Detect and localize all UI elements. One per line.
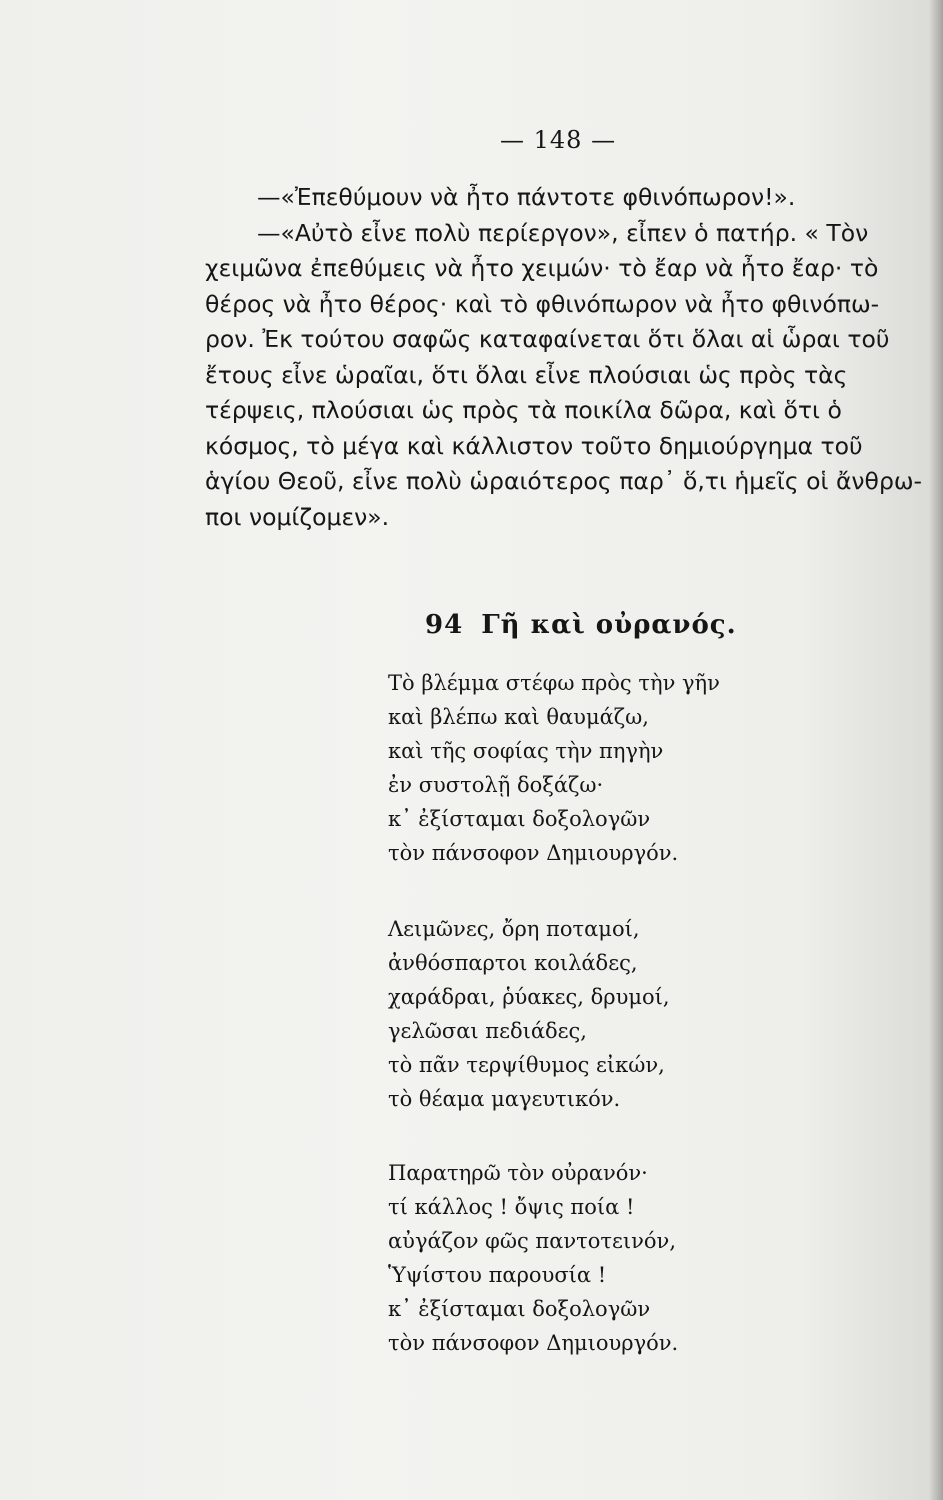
verse-line: χαράδραι, ῥύακες, δρυμοί,: [388, 985, 670, 1009]
verse-line: τὸ πᾶν τερψίθυμος εἰκών,: [388, 1053, 665, 1077]
verse-line: κ᾽ ἐξίσταμαι δοξολογῶν: [388, 1297, 651, 1321]
verse-line: αὐγάζον φῶς παντοτεινόν,: [388, 1229, 677, 1253]
prose-line: θέρος νὰ ἦτο θέρος· καὶ τὸ φθινόπωρον νὰ ἦτο φθινόπω-: [205, 289, 880, 318]
verse-line: καὶ βλέπω καὶ θαυμάζω,: [388, 705, 649, 729]
verse-line: γελῶσαι πεδιάδες,: [388, 1019, 587, 1043]
prose-paragraph: [205, 180, 943, 535]
poem-stanza: [388, 912, 908, 1116]
prose-line: ἁγίου Θεοῦ, εἶνε πολὺ ὡραιότερος παρ᾽ ὅ,τι ἡμεῖς οἱ ἄνθρω-: [205, 467, 923, 495]
prose-line: ἔτους εἶνε ὡραῖαι, ὅτι ὅλαι εἶνε πλούσιαι ὡς πρὸς τὰς: [205, 360, 848, 389]
verse-line: ἀνθόσπαρτοι κοιλάδες,: [388, 951, 638, 975]
verse-line: Παρατηρῶ τὸν οὐρανόν·: [388, 1161, 648, 1185]
prose-line: —«Αὐτὸ εἶνε πολὺ περίεργον», εἶπεν ὁ πατήρ. « Τὸν: [257, 218, 869, 247]
verse-line: τὸν πάνσοφον Δημιουργόν.: [388, 841, 679, 865]
verse-line: καὶ τῆς σοφίας τὴν πηγὴν: [388, 739, 664, 763]
prose-line: ρον. Ἐκ τούτου σαφῶς καταφαίνεται ὅτι ὅλαι αἱ ὧραι τοῦ: [205, 325, 890, 353]
verse-line: Τὸ βλέμμα στέφω πρὸς τὴν γῆν: [388, 671, 720, 695]
prose-line: ποι νομίζομεν».: [205, 502, 390, 531]
poem-heading: [425, 610, 825, 640]
poem-stanza: [388, 1156, 908, 1360]
prose-line: χειμῶνα ἐπεθύμεις νὰ ἦτο χειμών· τὸ ἔαρ νὰ ἦτο ἔαρ· τὸ: [205, 254, 879, 282]
prose-line: κόσμος, τὸ μέγα καὶ κάλλιστον τοῦτο δημιούργημα τοῦ: [205, 431, 863, 460]
verse-line: κ᾽ ἐξίσταμαι δοξολογῶν: [388, 807, 651, 831]
poem-stanza: [388, 666, 908, 870]
poem-number: 94: [425, 610, 464, 640]
verse-line: τὸ θέαμα μαγευτικόν.: [388, 1087, 621, 1111]
prose-line: τέρψεις, πλούσιαι ὡς πρὸς τὰ ποικίλα δῶρα, καὶ ὅτι ὁ: [205, 396, 842, 424]
verse-line: Λειμῶνες, ὄρη ποταμοί,: [388, 917, 640, 941]
verse-line: τὸν πάνσοφον Δημιουργόν.: [388, 1331, 679, 1355]
page-number: — 148 —: [500, 126, 617, 154]
verse-line: ἐν συστολῇ δοξάζω·: [388, 773, 604, 797]
verse-line: Ὑψίστου παρουσία !: [388, 1263, 607, 1287]
prose-line: —«Ἐπεθύμουν νὰ ἦτο πάντοτε φθινόπωρον!».: [257, 183, 796, 211]
verse-line: τί κάλλος ! ὄψις ποία !: [388, 1195, 635, 1219]
poem-title: Γῆ καὶ οὐρανός.: [481, 610, 737, 640]
